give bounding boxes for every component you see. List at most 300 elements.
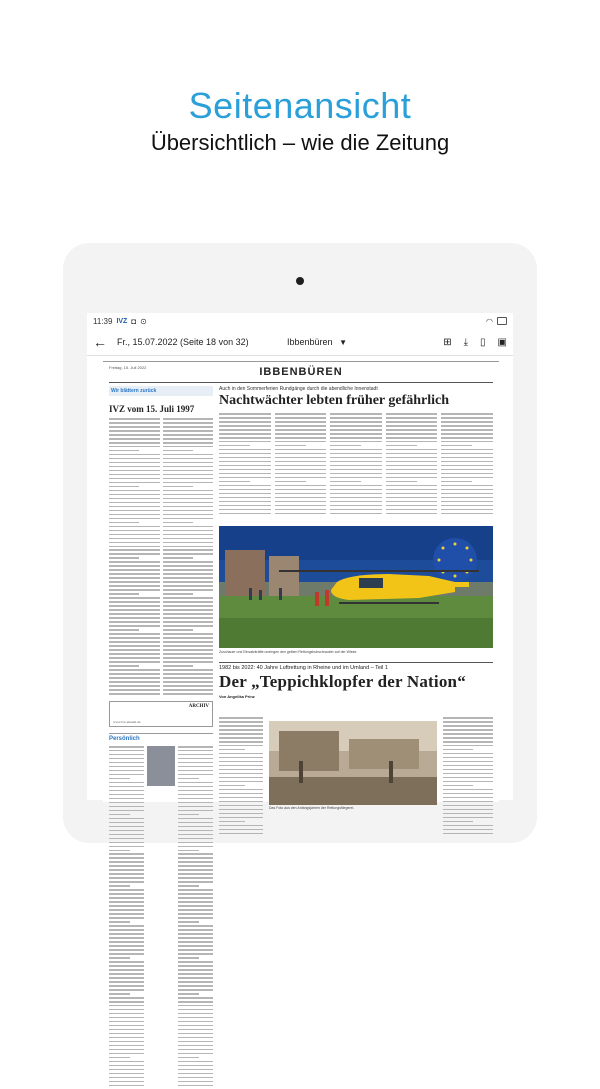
text-line (219, 821, 245, 823)
text-line (441, 493, 493, 495)
text-line (275, 513, 327, 515)
text-line (178, 818, 213, 820)
text-line (109, 422, 160, 424)
text-line (178, 774, 213, 776)
text-line (219, 429, 271, 431)
text-line (163, 593, 193, 595)
text-line (275, 505, 327, 507)
text-line (178, 766, 213, 768)
text-line (109, 494, 160, 496)
text-line (109, 969, 144, 971)
sync-icon: ⊙ (140, 316, 147, 326)
hero-headline: Seitenansicht (188, 85, 412, 126)
text-line (219, 453, 271, 455)
text-line (109, 1073, 144, 1075)
text-line (443, 753, 493, 755)
text-line (109, 1065, 144, 1067)
text-line (178, 981, 213, 983)
text-line (163, 653, 214, 655)
text-column (386, 413, 438, 517)
text-line (219, 729, 263, 731)
text-line (163, 669, 214, 671)
bookmark-icon[interactable]: ▯ (480, 336, 486, 348)
text-line (443, 773, 493, 775)
text-line (109, 889, 144, 891)
text-line (178, 937, 213, 939)
text-line (109, 945, 144, 947)
text-line (109, 1025, 144, 1027)
text-line (163, 462, 214, 464)
text-line (178, 857, 213, 859)
text-line (219, 437, 271, 439)
text-line (163, 450, 193, 452)
flashback-header: Wir blättern zurück (109, 386, 213, 396)
text-line (109, 798, 144, 800)
back-arrow-icon[interactable]: ← (93, 334, 107, 350)
text-line (219, 829, 263, 831)
text-line (441, 465, 493, 467)
download-icon[interactable]: ⤓ (463, 336, 469, 348)
text-line (275, 477, 327, 479)
text-line (386, 481, 417, 483)
text-line (109, 689, 160, 691)
text-line (178, 842, 213, 844)
text-line (163, 637, 214, 639)
text-line (219, 413, 271, 415)
text-line (109, 1013, 144, 1015)
issue-date-label: Fr., 15.07.2022 (Seite 18 von 32) (117, 337, 249, 347)
text-line (443, 761, 493, 763)
text-line (275, 509, 327, 511)
text-line (219, 749, 245, 751)
text-column (178, 746, 213, 1089)
text-line (109, 514, 160, 516)
text-line (109, 1053, 144, 1055)
text-line (163, 553, 214, 555)
text-line (178, 953, 213, 955)
text-line (109, 774, 144, 776)
text-line (443, 769, 493, 771)
text-line (386, 497, 438, 499)
text-line (109, 605, 160, 607)
text-line (386, 457, 438, 459)
text-line (109, 786, 144, 788)
text-line (219, 493, 271, 495)
text-line (441, 413, 493, 415)
text-line (109, 834, 144, 836)
text-line (109, 530, 160, 532)
text-line (443, 805, 493, 807)
text-line (219, 745, 263, 747)
text-line (330, 453, 382, 455)
text-line (163, 585, 214, 587)
text-line (178, 917, 213, 919)
text-line (441, 453, 493, 455)
dropdown-caret-icon: ▼ (339, 338, 347, 347)
text-line (386, 441, 438, 443)
text-line (163, 673, 214, 675)
text-line (109, 758, 144, 760)
text-line (441, 449, 493, 451)
text-line (109, 613, 160, 615)
text-line (443, 793, 493, 795)
text-line (219, 813, 263, 815)
text-line (109, 965, 144, 967)
text-line (275, 481, 306, 483)
text-line (443, 829, 493, 831)
text-line (219, 505, 271, 507)
text-line (109, 985, 144, 987)
text-line (219, 513, 271, 515)
text-line (109, 557, 139, 559)
text-line (441, 481, 472, 483)
text-line (178, 961, 213, 963)
text-line (178, 881, 213, 883)
text-line (109, 782, 144, 784)
text-line (109, 617, 160, 619)
text-line (109, 1057, 130, 1059)
text-line (219, 473, 271, 475)
text-line (109, 518, 160, 520)
text-line (443, 789, 493, 791)
text-line (330, 425, 382, 427)
text-line (178, 1069, 213, 1071)
text-line (330, 449, 382, 451)
text-line (109, 1021, 144, 1023)
text-line (441, 497, 493, 499)
text-line (163, 641, 214, 643)
text-line (109, 522, 139, 524)
text-line (109, 917, 144, 919)
text-line (109, 869, 144, 871)
text-line (109, 450, 139, 452)
text-line (109, 637, 160, 639)
flashback-title: IVZ vom 15. Juli 1997 (109, 404, 195, 414)
text-line (178, 893, 213, 895)
text-line (386, 449, 438, 451)
text-line (178, 778, 199, 780)
text-line (386, 493, 438, 495)
text-line (109, 957, 130, 959)
text-line (275, 469, 327, 471)
text-line (386, 509, 438, 511)
text-line (109, 802, 144, 804)
text-line (178, 838, 213, 840)
text-line (109, 941, 144, 943)
text-line (109, 766, 144, 768)
text-line (163, 661, 214, 663)
text-line (163, 478, 214, 480)
text-line (163, 589, 214, 591)
text-line (219, 809, 263, 811)
text-line (443, 801, 493, 803)
text-line (163, 569, 214, 571)
text-line (219, 805, 263, 807)
text-line (109, 794, 144, 796)
text-line (109, 810, 144, 812)
text-line (219, 501, 271, 503)
text-line (178, 830, 213, 832)
text-line (178, 1061, 213, 1063)
text-line (109, 653, 160, 655)
text-line (275, 413, 327, 415)
text-line (109, 542, 160, 544)
text-line (330, 417, 382, 419)
text-line (386, 417, 438, 419)
text-line (386, 489, 438, 491)
text-line (178, 865, 213, 867)
text-line (330, 485, 382, 487)
text-line (163, 538, 214, 540)
text-line (275, 457, 327, 459)
text-line (163, 605, 214, 607)
text-line (109, 977, 144, 979)
text-line (330, 437, 382, 439)
text-line (163, 549, 214, 551)
text-line (163, 649, 214, 651)
text-line (163, 633, 214, 635)
text-line (178, 889, 213, 891)
text-line (163, 677, 214, 679)
text-line (109, 538, 160, 540)
text-line (441, 417, 493, 419)
text-line (163, 482, 214, 484)
text-line (178, 1041, 213, 1043)
text-line (109, 1009, 144, 1011)
text-line (163, 530, 214, 532)
text-line (163, 474, 214, 476)
app-toolbar (87, 329, 513, 356)
text-line (109, 1033, 144, 1035)
hero-subline: Übersichtlich – wie die Zeitung (150, 130, 450, 155)
text-line (109, 754, 144, 756)
text-line (109, 850, 130, 852)
text-line (178, 762, 213, 764)
text-line (443, 777, 493, 779)
text-line (386, 433, 438, 435)
text-line (178, 949, 213, 951)
text-line (109, 1037, 144, 1039)
text-line (330, 457, 382, 459)
text-line (109, 565, 160, 567)
text-line (178, 1029, 213, 1031)
text-line (109, 993, 130, 995)
text-line (109, 649, 160, 651)
text-line (275, 421, 327, 423)
text-line (109, 981, 144, 983)
text-line (441, 489, 493, 491)
text-line (109, 585, 160, 587)
text-line (109, 1041, 144, 1043)
archive-title: ARCHIV (188, 703, 209, 709)
text-line (330, 473, 382, 475)
text-line (109, 933, 144, 935)
text-line (109, 693, 160, 695)
text-line (109, 597, 160, 599)
text-line (443, 721, 493, 723)
archive-url: www.ivz-aktuell.de (113, 719, 141, 724)
text-line (163, 494, 214, 496)
text-line (275, 437, 327, 439)
text-line (163, 430, 214, 432)
text-line (109, 573, 160, 575)
text-line (109, 434, 160, 436)
text-line (163, 434, 214, 436)
text-line (178, 746, 213, 748)
text-line (109, 474, 160, 476)
text-line (178, 1045, 213, 1047)
text-line (178, 1013, 213, 1015)
text-line (163, 613, 214, 615)
text-line (219, 725, 263, 727)
text-line (109, 1017, 144, 1019)
text-line (219, 773, 263, 775)
text-line (219, 785, 245, 787)
text-line (443, 741, 493, 743)
text-line (443, 725, 493, 727)
text-line (386, 453, 438, 455)
text-line (109, 641, 160, 643)
text-line (441, 461, 493, 463)
text-line (109, 629, 139, 631)
text-line (219, 781, 263, 783)
text-line (178, 941, 213, 943)
text-line (178, 786, 213, 788)
article1-title: Nachtwächter lebten früher gefährlich (219, 393, 450, 408)
article2-kicker: 1982 bis 2022: 40 Jahre Luftrettung in Rheine und im Umland – Teil 1 (219, 665, 388, 671)
text-line (109, 442, 160, 444)
text-line (219, 509, 271, 511)
section-rule (109, 382, 493, 383)
text-line (441, 425, 493, 427)
article2-left-text (219, 717, 263, 837)
text-line (178, 861, 213, 863)
text-line (109, 665, 139, 667)
text-line (330, 505, 382, 507)
text-line (330, 461, 382, 463)
text-line (109, 478, 160, 480)
text-line (109, 913, 144, 915)
text-line (443, 733, 493, 735)
text-line (109, 1029, 144, 1031)
text-line (163, 629, 193, 631)
text-line (441, 501, 493, 503)
text-line (386, 469, 438, 471)
text-line (109, 897, 144, 899)
text-line (443, 781, 493, 783)
text-line (219, 801, 263, 803)
text-line (178, 997, 213, 999)
text-line (109, 482, 160, 484)
text-line (219, 789, 263, 791)
text-line (109, 901, 144, 903)
text-line (219, 417, 271, 419)
text-line (109, 466, 160, 468)
text-line (275, 461, 327, 463)
text-line (386, 421, 438, 423)
text-line (163, 609, 214, 611)
text-line (178, 909, 213, 911)
text-line (330, 469, 382, 471)
text-line (330, 429, 382, 431)
text-column (275, 413, 327, 517)
text-line (178, 977, 213, 979)
text-line (109, 1001, 144, 1003)
text-line (109, 909, 144, 911)
text-line (109, 1045, 144, 1047)
text-line (443, 797, 493, 799)
text-line (178, 1073, 213, 1075)
text-line (178, 897, 213, 899)
text-line (109, 861, 144, 863)
text-line (178, 810, 213, 812)
text-line (330, 413, 382, 415)
text-line (441, 421, 493, 423)
text-line (109, 826, 144, 828)
text-line (109, 645, 160, 647)
text-column (219, 413, 271, 517)
tablet-camera (296, 277, 304, 285)
text-line (178, 853, 213, 855)
text-line (275, 497, 327, 499)
text-column (163, 418, 214, 697)
text-line (163, 418, 214, 420)
text-line (178, 1081, 213, 1083)
text-line (386, 513, 438, 515)
newspaper-page[interactable] (103, 361, 499, 810)
text-line (163, 446, 214, 448)
text-line (109, 601, 160, 603)
text-line (219, 825, 263, 827)
text-line (109, 673, 160, 675)
text-line (109, 661, 160, 663)
notification-icon: ◘ (131, 316, 137, 326)
text-line (109, 581, 160, 583)
text-line (109, 961, 144, 963)
text-line (178, 1033, 213, 1035)
text-line (109, 842, 144, 844)
text-line (109, 510, 160, 512)
text-line (109, 1081, 144, 1083)
text-line (178, 1065, 213, 1067)
grid-icon[interactable]: ⊞ (443, 336, 452, 348)
text-line (109, 438, 160, 440)
text-column (109, 746, 144, 1089)
text-line (443, 813, 493, 815)
text-line (178, 822, 213, 824)
pages-icon[interactable]: ▣ (497, 336, 507, 348)
text-line (275, 485, 327, 487)
text-line (163, 601, 214, 603)
photo2-caption: Das Foto aus den Anfangsjahren der Rettungsfliegerei. (269, 806, 355, 810)
text-line (219, 449, 271, 451)
text-line (163, 665, 193, 667)
text-line (219, 733, 263, 735)
text-line (163, 681, 214, 683)
text-line (163, 581, 214, 583)
text-line (109, 953, 144, 955)
photo1-caption: Zuschauer und Einsatzkräfte umringen den gelben Rettungshubschrauber auf der Wiese. (219, 650, 358, 654)
article1-text (219, 413, 493, 517)
text-line (219, 797, 263, 799)
text-line (330, 465, 382, 467)
text-line (109, 1085, 144, 1087)
text-line (109, 770, 144, 772)
left-column (109, 386, 213, 802)
text-line (441, 429, 493, 431)
region-select[interactable] (287, 337, 353, 347)
text-line (178, 1053, 213, 1055)
